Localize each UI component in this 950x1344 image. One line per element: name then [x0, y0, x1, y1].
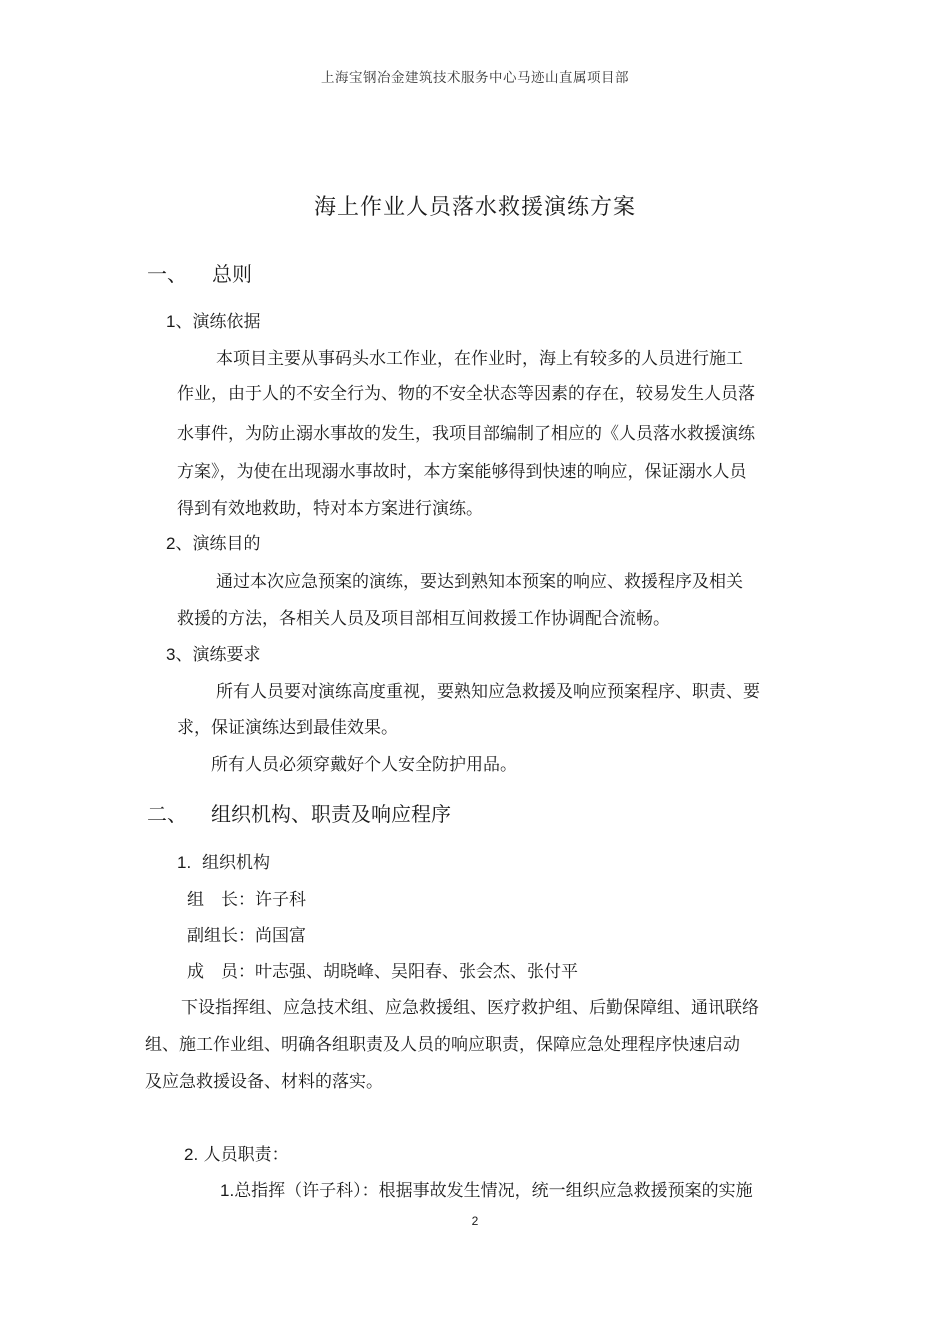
deputy-name: 尚国富: [255, 926, 306, 946]
section-1-number: 一、: [147, 262, 187, 286]
subsection-1-3-number: 3、: [166, 645, 193, 664]
section-1-title: 总则: [212, 262, 252, 286]
subsection-2-1-number: 1.: [177, 853, 192, 872]
subsection-1-1-number: 1、: [166, 312, 193, 331]
subsection-1-1-label: 演练依据: [192, 312, 261, 332]
deputy-line: [187, 921, 306, 946]
page-header: 上海宝钢冶金建筑技术服务中心马迹山直属项目部: [321, 70, 629, 86]
para3-line-2: 求，保证演练达到最佳效果。: [177, 718, 398, 738]
para1-line-1: 本项目主要从事码头水工作业，在作业时，海上有较多的人员进行施工: [216, 349, 743, 369]
subsection-1-3: [166, 640, 260, 665]
para2-line-2: 救援的方法，各相关人员及项目部相互间救援工作协调配合流畅。: [177, 609, 670, 629]
members-line: [187, 957, 578, 982]
page-number: 2: [471, 1214, 479, 1228]
para1-line-3: 水事件，为防止溺水事故的发生，我项目部编制了相应的《人员落水救援演练: [177, 424, 755, 444]
subsection-1-3-label: 演练要求: [192, 645, 261, 665]
duty-1: [220, 1176, 753, 1201]
duty-1-number: 1.: [220, 1181, 235, 1200]
members-label: 成 员：: [187, 962, 255, 982]
para1-line-2: 作业，由于人的不安全行为、物的不安全状态等因素的存在，较易发生人员落: [177, 384, 755, 404]
leader-label: 组 长：: [187, 890, 255, 910]
leader-line: [187, 885, 306, 910]
para4: 所有人员必须穿戴好个人安全防护用品。: [211, 755, 517, 775]
para1-line-4: 方案》，为使在出现溺水事故时，本方案能够得到快速的响应，保证溺水人员: [177, 462, 747, 482]
org-para-line-1: 下设指挥组、应急技术组、应急救援组、医疗救护组、后勤保障组、通讯联络: [181, 998, 759, 1018]
section-2-title: 组织机构、职责及响应程序: [211, 802, 451, 826]
subsection-1-2: [166, 529, 260, 554]
para1-line-5: 得到有效地救助，特对本方案进行演练。: [177, 499, 483, 519]
leader-name: 许子科: [255, 890, 306, 910]
deputy-label: 副组长：: [187, 926, 255, 946]
para2-line-1: 通过本次应急预案的演练，要达到熟知本预案的响应、救援程序及相关: [216, 572, 743, 592]
section-2-number: 二、: [147, 802, 187, 826]
org-para-line-2: 组、施工作业组、明确各组职责及人员的响应职责，保障应急处理程序快速启动: [145, 1035, 740, 1055]
subsection-2-1: [177, 848, 270, 873]
subsection-2-1-label: 组织机构: [202, 853, 270, 873]
duty-1-text: 总指挥（许子科）：根据事故发生情况，统一组织应急救援预案的实施: [234, 1181, 753, 1201]
members-names: 叶志强、胡晓峰、吴阳春、张会杰、张付平: [255, 962, 578, 982]
subsection-1-2-label: 演练目的: [192, 534, 261, 554]
para3-line-1: 所有人员要对演练高度重视，要熟知应急救援及响应预案程序、职责、要: [216, 682, 760, 702]
org-para-line-3: 及应急救援设备、材料的落实。: [145, 1072, 383, 1092]
subsection-2-2-number: 2.: [184, 1145, 199, 1164]
subsection-2-2: [184, 1140, 289, 1165]
subsection-2-2-label: 人员职责：: [203, 1145, 289, 1165]
document-title: 海上作业人员落水救援演练方案: [313, 195, 636, 220]
subsection-1-1: [166, 307, 260, 332]
subsection-1-2-number: 2、: [166, 534, 193, 553]
